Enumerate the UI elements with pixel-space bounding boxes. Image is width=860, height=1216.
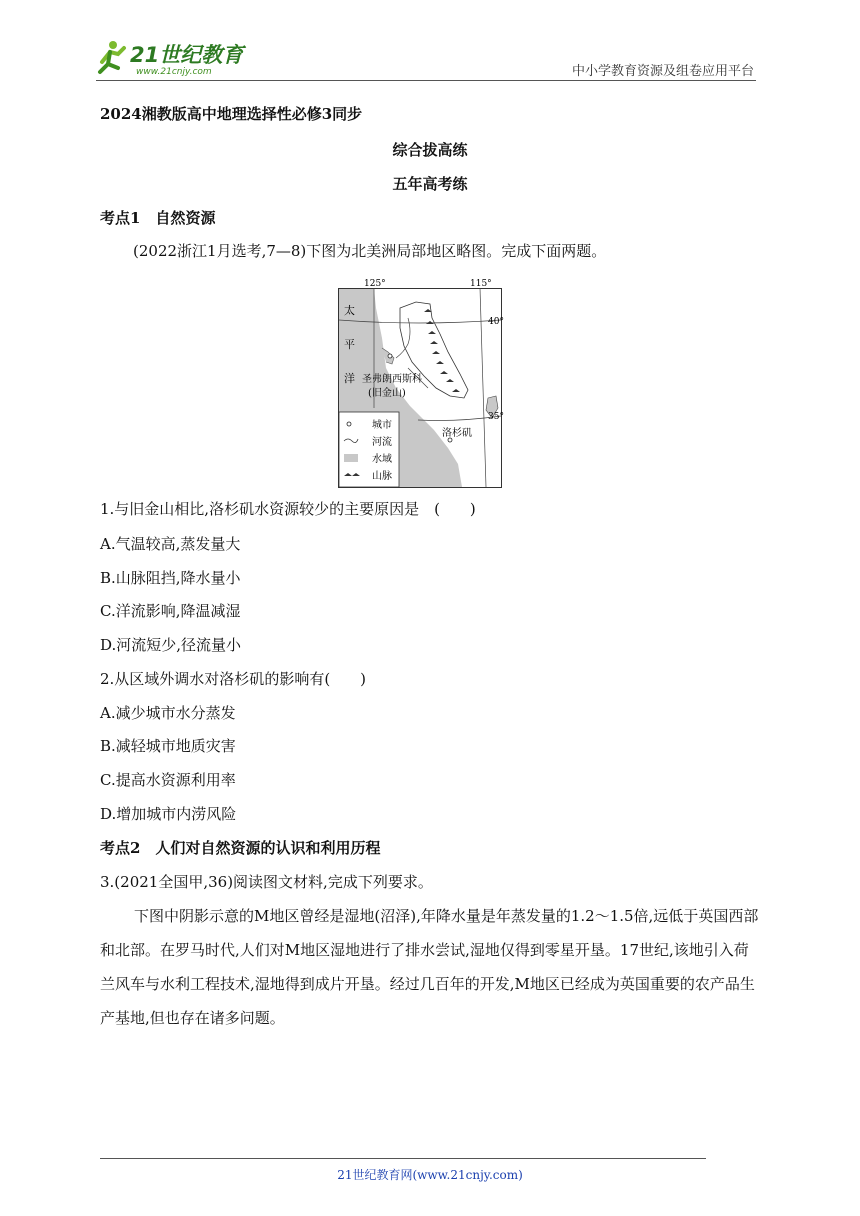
runner-icon — [100, 41, 124, 72]
question-2-stem: 2.从区域外调水对洛杉矶的影响有( ) — [100, 670, 367, 688]
logo-text: 21世纪教育 — [130, 43, 244, 67]
ocean-label: 洋 — [344, 372, 355, 385]
city-label-los-angeles: 洛杉矶 — [442, 428, 472, 439]
legend-city-icon — [347, 422, 351, 426]
question-1-option-c: C.洋流影响,降温减湿 — [100, 602, 241, 620]
question-1-stem: 1.与旧金山相比,洛杉矶水资源较少的主要原因是 ( ) — [100, 500, 476, 518]
lon-label-115: 115° — [470, 279, 492, 289]
question-3-stem: 3.(2021全国甲,36)阅读图文材料,完成下列要求。 — [100, 873, 433, 891]
lat-label-40: 40° — [488, 317, 504, 327]
question-2-option-a: A.减少城市水分蒸发 — [100, 704, 236, 722]
question-3-paragraph: 下图中阴影示意的M地区曾经是湿地(沼泽),年降水量是年蒸发量的1.2～1.5倍,远低于英国西部和北部。在罗马时代,人们对M地区湿地进行了排水尝试,湿地仅得到零星开垦。17世纪,该地引入荷兰风车与水利工程技术,湿地得到成片开垦。经过几百年的开发,M地区已经成为英国重要的农产品生产基地,但也存在诸多问题。 — [100, 907, 759, 1027]
footer-divider — [100, 1158, 706, 1159]
section-heading-1: 考点1 自然资源 — [100, 209, 216, 227]
question-1-option-b: B.山脉阻挡,降水量小 — [100, 569, 241, 587]
north-america-map — [338, 278, 504, 488]
question-intro: (2022浙江1月选考,7—8)下图为北美洲局部地区略图。完成下面两题。 — [133, 242, 607, 260]
legend-label: 山脉 — [372, 471, 392, 482]
question-2-option-b: B.减轻城市地质灾害 — [100, 737, 236, 755]
question-2-option-d: D.增加城市内涝风险 — [100, 805, 237, 823]
page-title: 综合拔高练 — [392, 141, 468, 159]
series-title: 2024湘教版高中地理选择性必修3同步 — [100, 105, 363, 123]
page-subtitle: 五年高考练 — [392, 175, 468, 193]
city-marker-san-francisco — [388, 354, 392, 358]
question-1-option-d: D.河流短少,径流量小 — [100, 636, 242, 654]
footer-link[interactable]: 21世纪教育网(www.21cnjy.com) — [337, 1168, 523, 1182]
legend-label: 水域 — [372, 454, 392, 465]
site-logo[interactable] — [96, 38, 266, 78]
question-2-option-c: C.提高水资源利用率 — [100, 771, 236, 789]
logo-url: www.21cnjy.com — [136, 67, 212, 77]
legend-label: 城市 — [372, 420, 392, 431]
city-label-san-francisco-alias: (旧金山) — [368, 388, 406, 399]
legend-label: 河流 — [372, 437, 392, 448]
platform-tagline: 中小学教育资源及组卷应用平台 — [571, 64, 754, 79]
section-heading-2: 考点2 人们对自然资源的认识和利用历程 — [100, 839, 381, 857]
ocean-label: 太 — [344, 304, 355, 317]
header-divider — [96, 80, 756, 81]
ocean-label: 平 — [344, 338, 355, 351]
legend-water-icon — [344, 454, 358, 462]
lat-label-35: 35° — [488, 412, 504, 422]
lon-label-125: 125° — [364, 279, 386, 289]
city-label-san-francisco: 圣弗朗西斯科 — [362, 374, 422, 385]
question-1-option-a: A.气温较高,蒸发量大 — [100, 535, 241, 553]
